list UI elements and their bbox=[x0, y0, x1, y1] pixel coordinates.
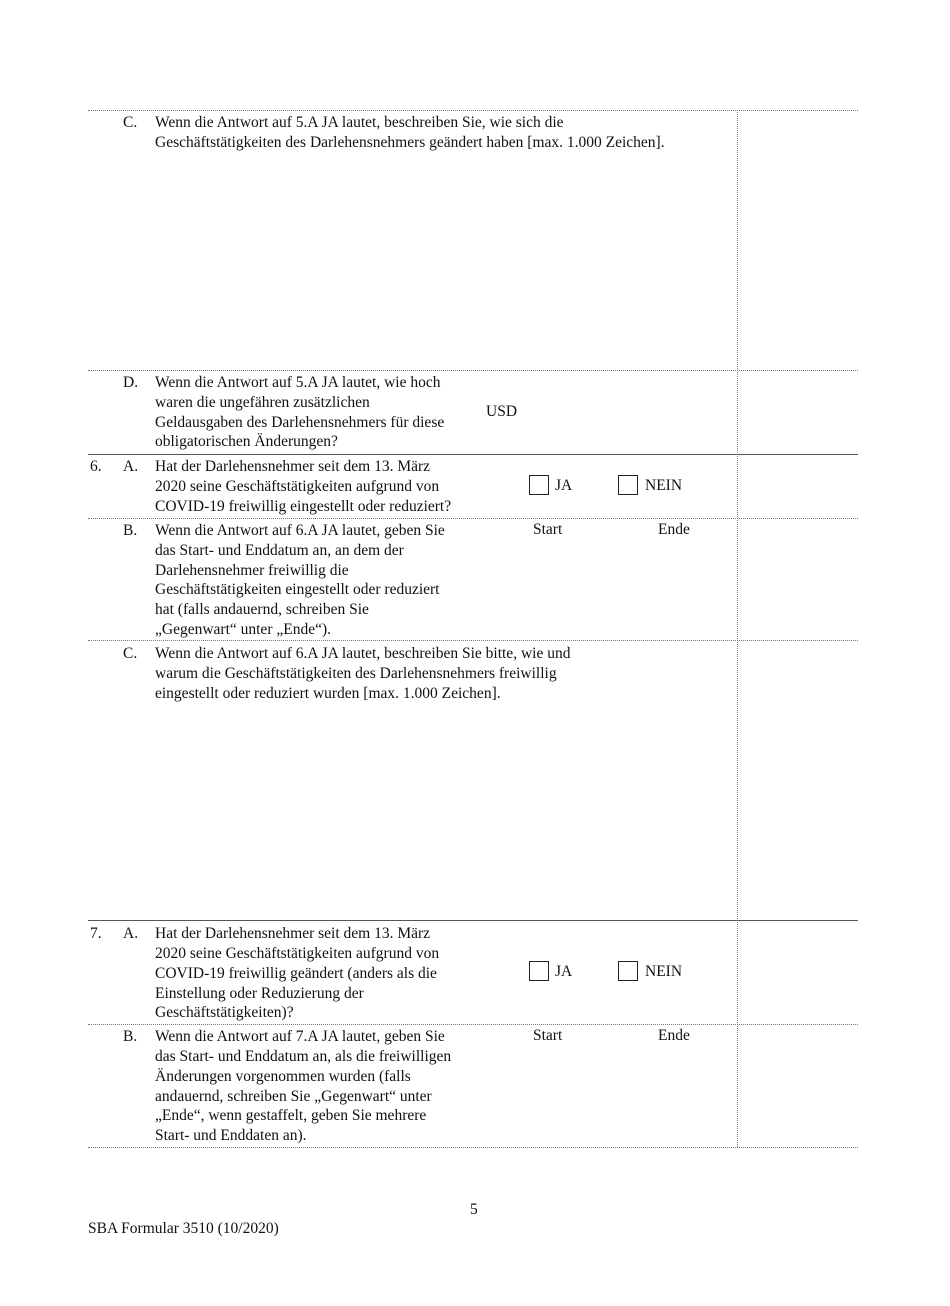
q7b-text-line-6: Start- und Enddaten an). bbox=[155, 1127, 307, 1144]
q6a-text-line-2: 2020 seine Geschäftstätigkeiten aufgrund von bbox=[155, 478, 440, 495]
q5c-text-line-1: Wenn die Antwort auf 5.A JA lautet, beschreiben Sie, wie sich die bbox=[155, 114, 564, 131]
row-divider-6c bbox=[88, 640, 858, 641]
q7a-text-line-1: Hat der Darlehensnehmer seit dem 13. März bbox=[155, 925, 431, 942]
q7a-text-line-2: 2020 seine Geschäftstätigkeiten aufgrund von bbox=[155, 945, 440, 962]
q7b-text-line-5: „Ende“, wenn gestaffelt, geben Sie mehrere bbox=[155, 1107, 427, 1124]
q6b-text-line-5: hat (falls andauernd, schreiben Sie bbox=[155, 601, 369, 618]
q6a-letter: A. bbox=[123, 458, 139, 475]
q6b-letter: B. bbox=[123, 522, 138, 539]
form-name: SBA Formular 3510 (10/2020) bbox=[88, 1220, 279, 1237]
q6a-text-line-3: COVID-19 freiwillig eingestellt oder reduziert? bbox=[155, 498, 452, 515]
q5c-text-line-2: Geschäftstätigkeiten des Darlehensnehmers geändert haben [max. 1.000 Zeichen]. bbox=[155, 134, 665, 151]
q7b-start-label: Start bbox=[533, 1027, 563, 1044]
q6a-yes-checkbox[interactable] bbox=[529, 475, 549, 495]
q5d-currency-label: USD bbox=[486, 403, 518, 420]
q7b-text-line-2: das Start- und Enddatum an, als die freiwilligen bbox=[155, 1048, 452, 1065]
q7a-text-line-3: COVID-19 freiwillig geändert (anders als die bbox=[155, 965, 437, 982]
q6b-text-line-2: das Start- und Enddatum an, an dem der bbox=[155, 542, 404, 559]
row-divider-7a bbox=[88, 920, 858, 921]
row-divider-6b bbox=[88, 518, 858, 519]
q6b-start-label: Start bbox=[533, 521, 563, 538]
row-divider-7b bbox=[88, 1024, 858, 1025]
q7-number: 7. bbox=[90, 925, 102, 942]
q6b-text-line-3: Darlehensnehmer freiwillig die bbox=[155, 562, 349, 579]
table-bottom-rule bbox=[88, 1147, 858, 1148]
q6c-text-line-2: warum die Geschäftstätigkeiten des Darlehensnehmers freiwillig bbox=[155, 665, 557, 682]
q6c-letter: C. bbox=[123, 645, 138, 662]
q7a-yes-label: JA bbox=[555, 963, 573, 980]
q7a-no-label: NEIN bbox=[645, 963, 683, 980]
q5d-letter: D. bbox=[123, 374, 139, 391]
q7a-no-checkbox[interactable] bbox=[618, 961, 638, 981]
q6a-yes-label: JA bbox=[555, 477, 573, 494]
row-divider-6a bbox=[88, 454, 858, 455]
q6a-no-checkbox[interactable] bbox=[618, 475, 638, 495]
q7a-letter: A. bbox=[123, 925, 139, 942]
q7a-yes-checkbox[interactable] bbox=[529, 961, 549, 981]
q7b-text-line-3: Änderungen vorgenommen wurden (falls bbox=[155, 1068, 411, 1085]
q6-number: 6. bbox=[90, 458, 102, 475]
q6b-text-line-1: Wenn die Antwort auf 6.A JA lautet, geben Sie bbox=[155, 522, 445, 539]
q7a-text-line-5: Geschäftstätigkeiten)? bbox=[155, 1004, 294, 1021]
q6b-text-line-6: „Gegenwart“ unter „Ende“). bbox=[155, 621, 331, 638]
q6a-text-line-1: Hat der Darlehensnehmer seit dem 13. März bbox=[155, 458, 431, 475]
q5c-letter: C. bbox=[123, 114, 138, 131]
q7b-end-label: Ende bbox=[658, 1027, 690, 1044]
q5d-text-line-1: Wenn die Antwort auf 5.A JA lautet, wie hoch bbox=[155, 374, 441, 391]
page-number: 5 bbox=[470, 1201, 478, 1218]
q6b-end-label: Ende bbox=[658, 521, 690, 538]
q7a-text-line-4: Einstellung oder Reduzierung der bbox=[155, 985, 364, 1002]
q6c-text-line-3: eingestellt oder reduziert wurden [max. 1.000 Zeichen]. bbox=[155, 685, 501, 702]
q6b-text-line-4: Geschäftstätigkeiten eingestellt oder reduziert bbox=[155, 581, 440, 598]
q7b-letter: B. bbox=[123, 1028, 138, 1045]
table-top-rule bbox=[88, 110, 858, 111]
q6c-text-line-1: Wenn die Antwort auf 6.A JA lautet, beschreiben Sie bitte, wie und bbox=[155, 645, 571, 662]
q5d-text-line-2: waren die ungefähren zusätzlichen bbox=[155, 394, 370, 411]
q7b-text-line-4: andauernd, schreiben Sie „Gegenwart“ unter bbox=[155, 1088, 432, 1105]
q7b-text-line-1: Wenn die Antwort auf 7.A JA lautet, geben Sie bbox=[155, 1028, 445, 1045]
q6a-no-label: NEIN bbox=[645, 477, 683, 494]
q5d-text-line-3: Geldausgaben des Darlehensnehmers für diese bbox=[155, 414, 445, 431]
q5d-text-line-4: obligatorischen Änderungen? bbox=[155, 433, 338, 450]
row-divider-5d bbox=[88, 370, 858, 371]
right-column-rule bbox=[737, 110, 738, 1147]
